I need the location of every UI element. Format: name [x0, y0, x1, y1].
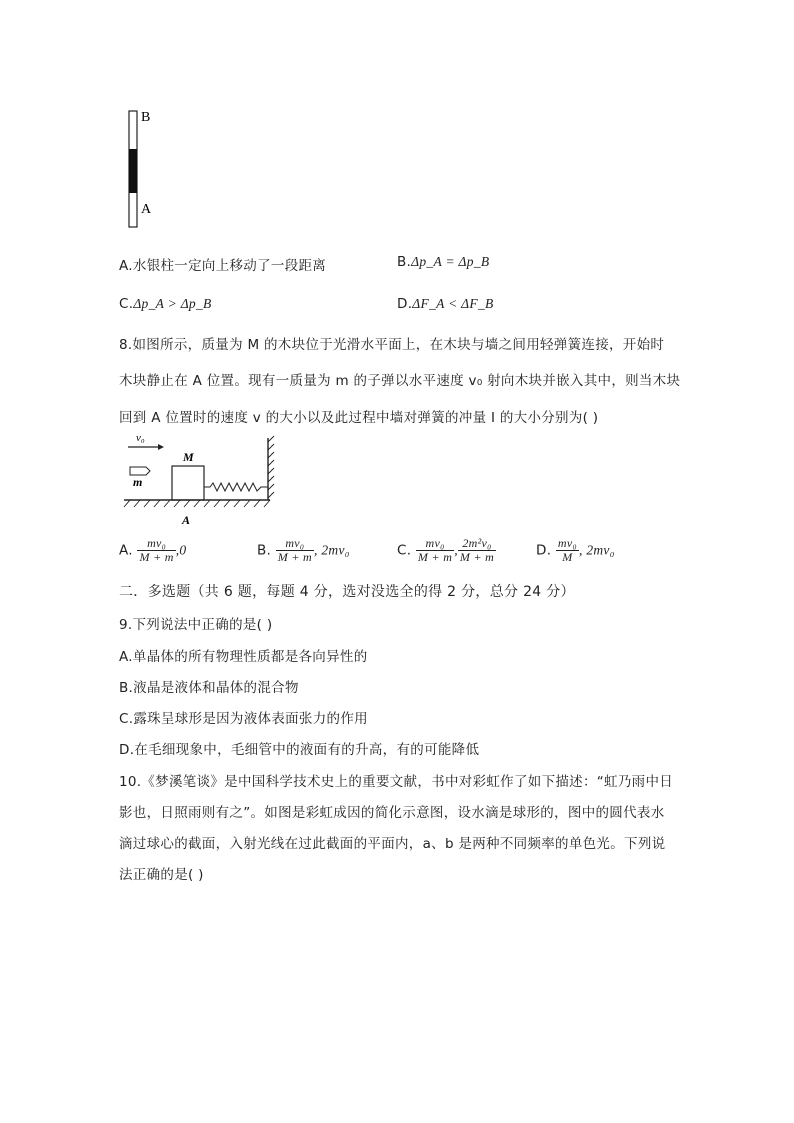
tube-label-a: A [141, 202, 152, 217]
mercury-tube-figure [120, 105, 160, 230]
q9-stem: 9.下列说法中正确的是( ) [119, 617, 273, 633]
q7-option-b-expr: Δp_A = Δp_B [411, 254, 490, 269]
v0-label: v₀ [136, 432, 145, 444]
q8-option-b-frac: $\frac{\text{mv₀}}{M + m}$ [277, 536, 313, 564]
q7-option-d-expr: ΔF_A < ΔF_B [412, 296, 494, 311]
position-A-label: A [182, 513, 191, 527]
floor-hatch [124, 500, 270, 507]
q8-stem-line3: 回到 A 位置时的速度 v 的大小以及此过程中墙对弹簧的冲量 I 的大小分别为( ) [119, 410, 599, 426]
q8-option-c: C. $\frac{\text{mv₀}}{M + m}$ , $\frac{\text{2m²v₀}}{M + m}$ [397, 536, 495, 564]
q10-stem-line2: 影也，日照雨则有之”。如图是彩虹成因的简化示意图，设水滴是球形的，图中的圆代表水 [119, 805, 665, 821]
mercury-column [129, 149, 137, 193]
block-M-label: M [183, 450, 194, 464]
bullet-m-label: m [133, 475, 143, 489]
q8-option-d-frac: $\frac{\text{mv₀}}{M}$ [557, 536, 577, 564]
q9-option-a: A.单晶体的所有物理性质都是各向异性的 [119, 649, 368, 665]
q8-stem-line1: 8.如图所示，质量为 M 的木块位于光滑水平面上，在木块与墙之间用轻弹簧连接，开始时 [119, 337, 665, 353]
bullet-shape [130, 467, 150, 475]
q8-option-c-frac2: $\frac{\text{2m²v₀}}{M + m}$ [459, 536, 495, 564]
q8-option-c-frac1: $\frac{\text{mv₀}}{M + m}$ [417, 536, 453, 564]
q9-option-d: D.在毛细现象中，毛细管中的液面有的升高，有的可能降低 [119, 742, 480, 758]
q8-option-a-frac: $\frac{\text{mv₀}}{M + m}$ [139, 536, 174, 564]
q8-option-b: B. $\frac{\text{mv₀}}{M + m}$ , 2mv₀ [257, 536, 350, 564]
q10-stem-line4: 法正确的是( ) [119, 867, 204, 883]
wall-hatch [268, 436, 274, 498]
q9-option-b: B.液晶是液体和晶体的混合物 [119, 680, 299, 696]
q7-option-c: C.Δp_A > Δp_B [119, 296, 212, 312]
q7-option-a: A.水银柱一定向上移动了一段距离 [119, 258, 327, 274]
q8-option-d: D. $\frac{\text{mv₀}}{M}$ , 2mv₀ [536, 536, 615, 564]
section2-heading: 二．多选题（共 6 题，每题 4 分，选对没选全的得 2 分，总分 24 分） [119, 584, 575, 600]
spring [204, 483, 268, 491]
q7-option-b: B.Δp_A = Δp_B [397, 254, 490, 270]
q8-option-a: A. $\frac{\text{mv₀}}{M + m}$ ,0 [119, 536, 187, 564]
block-spring-figure [118, 430, 298, 530]
q7-option-c-expr: Δp_A > Δp_B [133, 296, 212, 311]
velocity-arrowhead [158, 444, 164, 450]
block-m [172, 466, 204, 500]
q10-stem-line3: 滴过球心的截面，入射光线在过此截面的平面内，a、b 是两种不同频率的单色光。下列说 [119, 836, 666, 852]
tube-label-b: B [141, 110, 151, 125]
q9-option-c: C.露珠呈球形是因为液体表面张力的作用 [119, 711, 368, 727]
q7-option-d: D.ΔF_A < ΔF_B [397, 296, 494, 312]
q8-stem-line2: 木块静止在 A 位置。现有一质量为 m 的子弹以水平速度 v₀ 射向木块并嵌入其中，则当木块 [119, 373, 681, 389]
q10-stem-line1: 10.《梦溪笔谈》是中国科学技术史上的重要文献，书中对彩虹作了如下描述：“虹乃雨中日 [119, 774, 674, 790]
